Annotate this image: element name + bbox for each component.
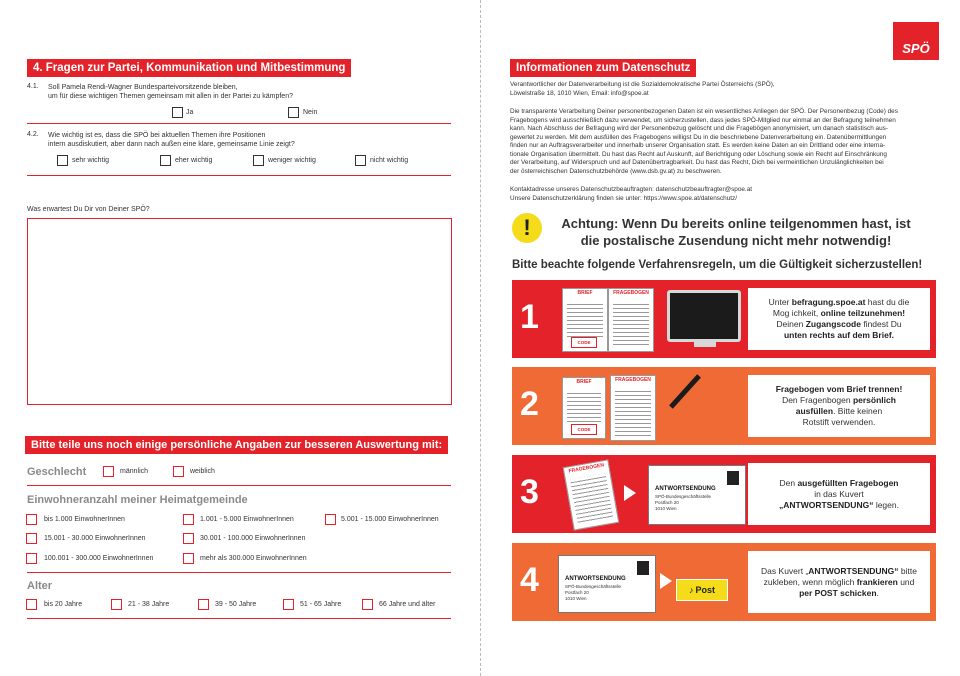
stamp-icon (637, 561, 649, 575)
q1-option-ja-label: Ja (186, 109, 194, 116)
population-heading: Einwohneranzahl meiner Heimatgemeinde (27, 494, 248, 506)
text-span: zukleben, wenn möglich (763, 576, 857, 587)
step-number: 4 (520, 561, 539, 599)
envelope-address: SPÖ-Bundesgeschäftsstelle Postfach 20 1010 Wien (655, 494, 712, 511)
separator-line (27, 618, 451, 619)
spoe-logo: SPÖ (893, 22, 939, 60)
envelope-title: ANTWORTSENDUNG (655, 486, 716, 492)
privacy-paragraph-1 (510, 81, 930, 98)
q2-option-nicht-checkbox[interactable] (355, 155, 366, 166)
gender-maennlich-checkbox[interactable] (103, 466, 114, 477)
text-bold: Zugangscode (805, 319, 861, 329)
pop-option-4-label: 15.001 - 30.000 EinwohnerInnen (44, 535, 146, 542)
q1-option-nein-checkbox[interactable] (288, 107, 299, 118)
form-lines (615, 388, 651, 436)
fragebogen-label: FRAGEBOGEN (609, 289, 653, 298)
step-3-text (748, 463, 930, 525)
text-span: Mog ichkeit, (772, 308, 821, 318)
q1-option-ja-checkbox[interactable] (172, 107, 183, 118)
text-span: Den Fragenbogen (782, 395, 853, 405)
questionnaire-illustration (563, 459, 619, 530)
separator-line (27, 485, 451, 486)
step-number: 1 (520, 298, 539, 336)
gender-maennlich-label: männlich (120, 468, 149, 475)
text-lines (567, 301, 603, 337)
gender-heading: Geschlecht (27, 466, 87, 478)
pop-option-5-checkbox[interactable] (183, 533, 194, 544)
q2-number: 4.2. (27, 131, 39, 138)
open-question-label: Was erwartest Du Dir von Deiner SPÖ? (27, 206, 150, 213)
arrow-right-icon (660, 573, 672, 589)
attention-notice (556, 215, 916, 249)
q2-option-sehr-checkbox[interactable] (57, 155, 68, 166)
pop-option-7-label: mehr als 300.000 EinwohnerInnen (200, 555, 307, 562)
monitor-icon (667, 290, 741, 342)
privacy-p3-line: Kontaktadresse unseres Datenschutzbeauftragten: datenschutzbeauftragter@spoe.at (510, 186, 753, 193)
brief-label: BRIEF (563, 378, 605, 387)
age-heading: Alter (27, 580, 53, 592)
q2-option-weniger-label: weniger wichtig (268, 157, 316, 164)
text-span: . Bitte keinen (833, 406, 883, 416)
pop-option-2-label: 1.001 - 5.000 EinwohnerInnen (200, 516, 294, 523)
q2-option-sehr-label: sehr wichtig (72, 157, 109, 164)
privacy-p2-line: finden nur an Auftragsverarbeiter und innerhalb unserer Organisation statt. Es werden keine Daten an ein Drittland oder eine interna- (510, 142, 886, 149)
q1-number: 4.1. (27, 83, 39, 90)
privacy-p2-line: tionale Organisation übermittelt. Du hast das Recht auf Auskunft, auf Berichtigung oder Löschung sowie ein Recht auf Einschränkung (510, 150, 887, 158)
brief-label: BRIEF (563, 289, 607, 298)
text-bold: ausfüllen (795, 406, 834, 416)
pop-option-3-label: 5.001 - 15.000 EinwohnerInnen (341, 516, 439, 523)
age-option-4-label: 51 - 65 Jahre (300, 601, 342, 608)
q2-text-line1: Wie wichtig ist es, dass die SPÖ bei aktuellen Themen ihre Positionen (48, 132, 266, 139)
text-bold: befragung.spoe.at (791, 297, 866, 307)
q2-text-line2: intern ausdiskutiert, aber dann nach außen eine klare, gemeinsame Linie zeigt? (48, 141, 295, 148)
post-logo (676, 579, 728, 601)
step-4-panel (512, 543, 936, 621)
gender-weiblich-checkbox[interactable] (173, 466, 184, 477)
separator-line (27, 123, 451, 124)
text-bold: persönlich (852, 395, 896, 405)
age-option-3-label: 39 - 50 Jahre (215, 601, 257, 608)
privacy-p1-line: Verantwortlicher der Datenverarbeitung ist die Sozialdemokratische Partei Österreichs (SPÖ), (510, 81, 775, 88)
text-bold: ANTWORTSENDUNG“ (808, 565, 899, 576)
envelope-illustration (648, 465, 746, 525)
post-label: Post (695, 585, 715, 595)
step-4-text (748, 551, 930, 613)
age-option-4-checkbox[interactable] (283, 599, 294, 610)
pen-icon (669, 374, 701, 409)
form-lines (613, 301, 649, 347)
letter-illustration (562, 377, 606, 439)
step-3-panel (512, 455, 936, 533)
exclamation-icon: ! (512, 213, 542, 243)
step-1-panel (512, 280, 936, 358)
privacy-p1-line: Löwelstraße 18, 1010 Wien, Email: info@spoe.at (510, 89, 649, 97)
age-option-5-checkbox[interactable] (362, 599, 373, 610)
privacy-p2-line: gewertet zu werden. Mit dem ausfüllen des Fragebogens willigst Du in die beschriebene Datenverarbeitung ein. Datenübermittlungen (510, 133, 887, 141)
separator-line (27, 175, 451, 176)
q1-text-line2: um für diese wichtigen Themen gemeinsam mit allen in der Partei zu kämpfen? (48, 93, 293, 100)
step-2-text (748, 375, 930, 437)
text-span: und (897, 576, 915, 587)
step-2-panel (512, 367, 936, 445)
privacy-p2-line: der österreichischen Datenschutzbehörde (www.dsb.gv.at) zu beschweren. (510, 167, 722, 175)
privacy-paragraph-2 (510, 108, 935, 176)
text-bold: „ANTWORTSENDUNG“ (779, 499, 874, 510)
privacy-p3-line: Unsere Datenschutzerklärung finden sie unter: https://www.spoe.at/datenschutz/ (510, 194, 737, 202)
pop-option-6-label: 100.001 - 300.000 EinwohnerInnen (44, 555, 154, 562)
arrow-right-icon (624, 485, 636, 501)
pop-option-1-checkbox[interactable] (26, 514, 37, 525)
pop-option-4-checkbox[interactable] (26, 533, 37, 544)
text-span: hast du die (865, 297, 910, 307)
monitor-stand-icon (694, 341, 716, 347)
gender-weiblich-label: weiblich (190, 468, 215, 475)
text-span: findest Du (860, 319, 902, 329)
text-span: legen. (873, 499, 899, 510)
age-option-1-checkbox[interactable] (26, 599, 37, 610)
separator-line (27, 572, 451, 573)
age-option-3-checkbox[interactable] (198, 599, 209, 610)
text-span: bitte (898, 565, 917, 576)
envelope-address: SPÖ-Bundesgeschäftsstelle Postfach 20 1010 Wien (565, 584, 622, 601)
q2-option-eher-checkbox[interactable] (160, 155, 171, 166)
age-option-1-label: bis 20 Jahre (44, 601, 83, 608)
questionnaire-illustration (608, 288, 654, 352)
envelope-illustration (558, 555, 656, 613)
q1-text-line1: Soll Pamela Rendi-Wagner Bundesparteivorsitzende bleiben, (48, 84, 238, 91)
stamp-icon (727, 471, 739, 485)
pop-option-3-checkbox[interactable] (325, 514, 336, 525)
page-fold-divider (480, 0, 481, 676)
pop-option-2-checkbox[interactable] (183, 514, 194, 525)
pop-option-1-label: bis 1.000 EinwohnerInnen (44, 516, 125, 523)
text-bold: unten rechts auf dem Brief. (783, 330, 895, 340)
code-tag: CODE (571, 337, 597, 348)
age-option-5-label: 66 Jahre und älter (379, 601, 436, 608)
pop-option-5-label: 30.001 - 100.000 EinwohnerInnen (200, 535, 306, 542)
fragebogen-label: FRAGEBOGEN (564, 461, 609, 478)
q2-option-weniger-checkbox[interactable] (253, 155, 264, 166)
form-lines (570, 473, 613, 525)
privacy-title: Informationen zum Datenschutz (510, 59, 696, 77)
text-lines (567, 390, 601, 424)
privacy-paragraph-3 (510, 186, 930, 203)
step-number: 3 (520, 473, 539, 511)
text-span: . (876, 587, 879, 598)
text-span: Rotstift verwenden. (802, 417, 876, 427)
text-bold: frankieren (856, 576, 898, 587)
text-bold: ausgefüllten Fragebogen (797, 477, 899, 488)
privacy-p2-line: Fragebogens wird ausschließlich dazu verwendet, um sicherzustellen, dass jedes SPÖ-Mitglied nur einmal an der Befragung teilnehmen (510, 116, 896, 124)
section-4-title: 4. Fragen zur Partei, Kommunikation und Mitbestimmung (27, 59, 351, 77)
text-span: Den (779, 477, 798, 488)
privacy-p2-line: der Verarbeitung, auf Widerspruch und auf Datenübertragbarkeit. Du hast das Recht, Dich bei vermeintlichen Unzulänglichkeiten bei (510, 159, 884, 166)
privacy-p2-line: Die transparente Verarbeitung Deiner personenbezogenen Daten ist ein wesentliches Anliegen der SPÖ. Der Personenbezug (Code) des (510, 108, 898, 115)
privacy-p2-line: kann. Nach Abschluss der Befragung wird der Personenbezug gelöscht und die Fragebögen anonymisiert, um danach statistisch aus- (510, 125, 888, 132)
text-span: Deinen (776, 319, 806, 329)
letter-illustration (562, 288, 608, 352)
step-number: 2 (520, 385, 539, 423)
age-option-2-label: 21 - 38 Jahre (128, 601, 170, 608)
q2-option-eher-label: eher wichtig (175, 157, 213, 164)
q2-option-nicht-label: nicht wichtig (370, 157, 409, 164)
age-option-2-checkbox[interactable] (111, 599, 122, 610)
text-bold: online teilzunehmen! (820, 308, 906, 318)
attention-line: die postalische Zusendung nicht mehr notwendig! (580, 233, 892, 248)
text-span: Unter (768, 297, 792, 307)
fragebogen-label: FRAGEBOGEN (611, 376, 655, 385)
questionnaire-illustration (610, 375, 656, 441)
text-bold: Fragebogen vom Brief trennen! (775, 384, 903, 394)
envelope-title: ANTWORTSENDUNG (565, 576, 626, 582)
attention-line: Achtung: Wenn Du bereits online teilgenommen hast, ist (561, 216, 911, 231)
q1-option-nein-label: Nein (303, 109, 318, 116)
pop-option-7-checkbox[interactable] (183, 553, 194, 564)
text-span: in das Kuvert (814, 488, 864, 499)
code-tag: CODE (571, 424, 597, 435)
step-1-text (748, 288, 930, 350)
text-span: Das Kuvert „ (761, 565, 809, 576)
personal-info-title: Bitte teile uns noch einige persönliche Angaben zur besseren Auswertung mit: (25, 436, 448, 454)
open-question-textarea[interactable] (27, 218, 452, 405)
pop-option-6-checkbox[interactable] (26, 553, 37, 564)
post-horn-icon: ♪ (688, 585, 694, 595)
text-bold: per POST schicken (799, 587, 877, 598)
rules-title: Bitte beachte folgende Verfahrensregeln, um die Gültigkeit sicherzustellen! (512, 259, 923, 271)
